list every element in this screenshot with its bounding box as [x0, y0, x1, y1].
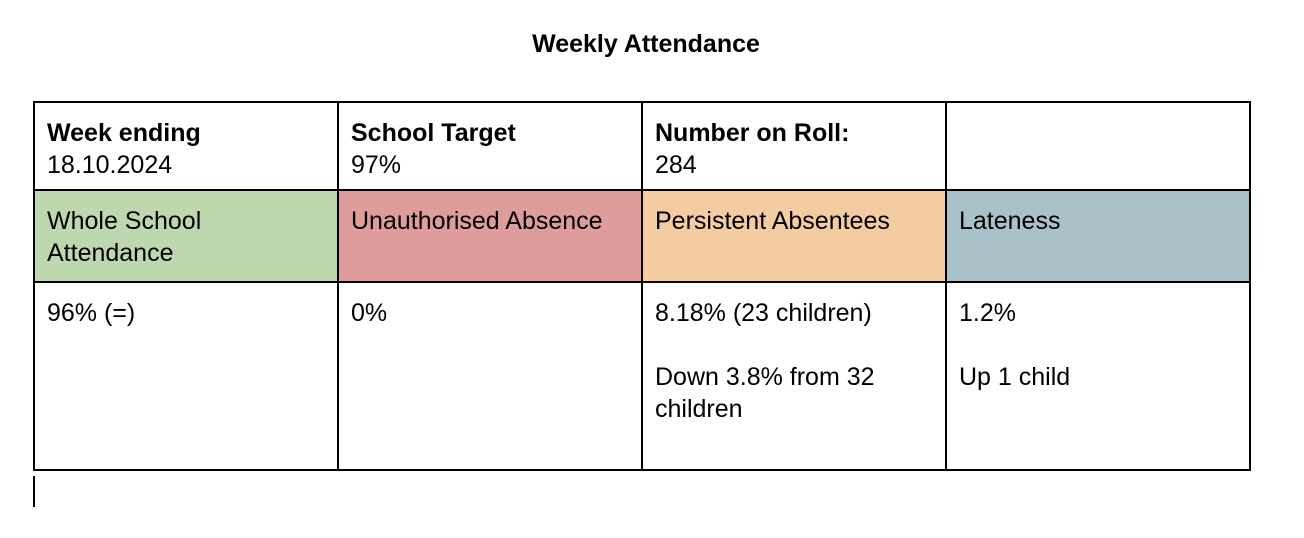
text-cursor: [33, 476, 35, 507]
header-row: [34, 102, 1250, 190]
persistent-absentees-label: Persistent Absentees: [655, 207, 890, 235]
number-on-roll-cell[interactable]: [642, 102, 946, 190]
paragraph-gap: [959, 329, 1237, 361]
values-row: [34, 282, 1250, 470]
empty-header-cell[interactable]: [946, 102, 1250, 190]
number-on-roll-value: 284: [655, 151, 697, 179]
week-ending-value: 18.10.2024: [47, 151, 173, 179]
persistent-absentees-cell[interactable]: [642, 190, 946, 282]
unauthorised-value: 0%: [351, 299, 388, 327]
paragraph-gap: [655, 329, 933, 361]
week-ending-label: Week ending: [47, 119, 201, 147]
week-ending-cell[interactable]: [34, 102, 338, 190]
unauthorised-absence-cell[interactable]: [338, 190, 642, 282]
number-on-roll-label: Number on Roll:: [655, 119, 850, 147]
school-target-value: 97%: [351, 151, 402, 179]
school-target-cell[interactable]: [338, 102, 642, 190]
persistent-value-cell[interactable]: [642, 282, 946, 470]
school-target-label: School Target: [351, 119, 516, 147]
document-title: Weekly Attendance: [532, 30, 760, 58]
attendance-table: [33, 101, 1251, 471]
attendance-value: 96% (=): [47, 299, 136, 327]
unauthorised-absence-label: Unauthorised Absence: [351, 207, 603, 235]
attendance-value-cell[interactable]: [34, 282, 338, 470]
unauthorised-value-cell[interactable]: [338, 282, 642, 470]
category-row: [34, 190, 1250, 282]
persistent-note: Down 3.8% from 32 children: [655, 363, 875, 423]
whole-school-attendance-label: Whole School Attendance: [47, 207, 202, 267]
lateness-note: Up 1 child: [959, 363, 1071, 391]
lateness-label: Lateness: [959, 207, 1061, 235]
lateness-value: 1.2%: [959, 299, 1016, 327]
lateness-value-cell[interactable]: [946, 282, 1250, 470]
persistent-value: 8.18% (23 children): [655, 299, 872, 327]
whole-school-attendance-cell[interactable]: [34, 190, 338, 282]
lateness-cell[interactable]: [946, 190, 1250, 282]
